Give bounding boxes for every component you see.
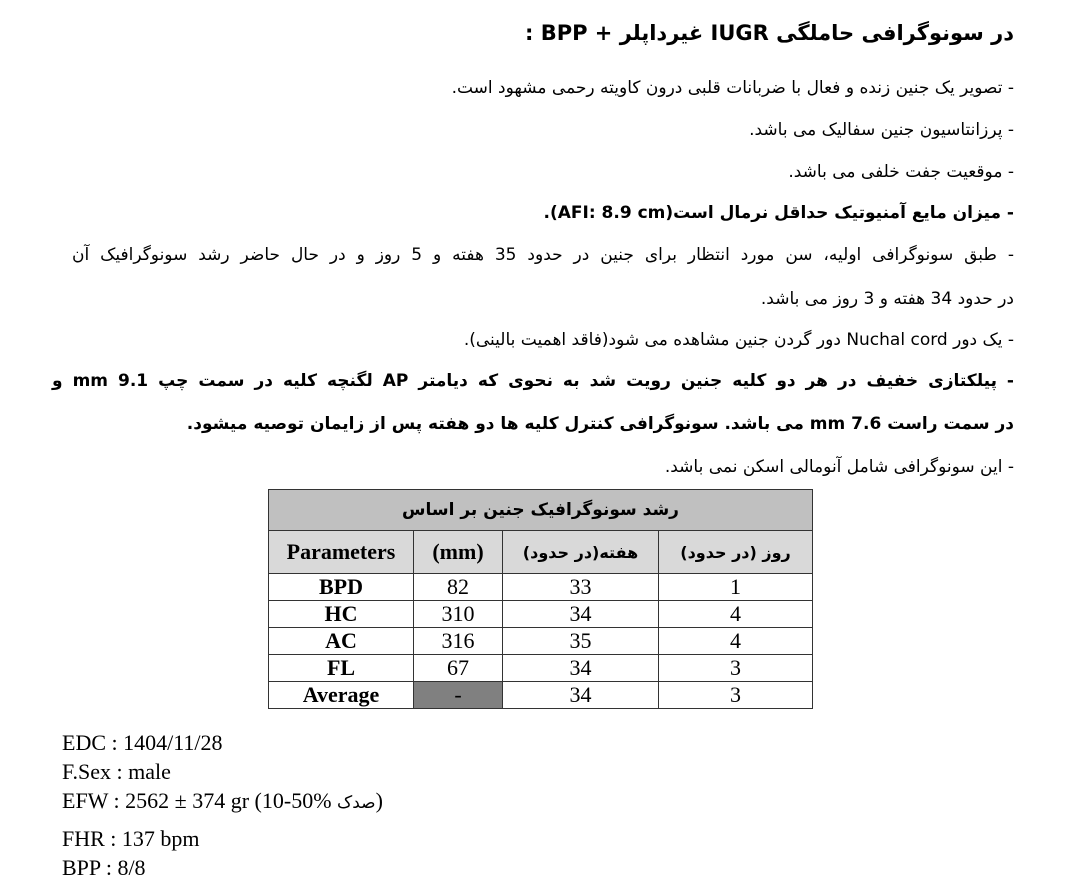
table-row	[269, 628, 813, 655]
fetal-growth-table	[268, 489, 813, 709]
weeks-cell: 34	[503, 601, 659, 628]
days-cell: 4	[659, 601, 813, 628]
mm-cell: 82	[414, 574, 503, 601]
finding-gestational-age-cont: در حدود 34 هفته و 3 روز می باشد.	[760, 289, 1014, 309]
table-row	[269, 574, 813, 601]
header-weeks: هفته(در حدود)	[503, 531, 659, 574]
mm-cell: 316	[414, 628, 503, 655]
bpp-line: BPP : 8/8	[62, 855, 146, 880]
param-cell: BPD	[269, 574, 414, 601]
finding-pyelectasis-cont: در سمت راست 7.6 mm می باشد. سونوگرافی کنترل کلیه ها دو هفته پس از زایمان توصیه میشود.	[186, 414, 1014, 434]
weeks-cell: 33	[503, 574, 659, 601]
efw-percentile-word: صدک	[337, 793, 376, 813]
edc-line: EDC : 1404/11/28	[62, 730, 223, 755]
table-row	[269, 601, 813, 628]
fhr-line: FHR : 137 bpm	[62, 826, 200, 851]
days-cell: 3	[659, 682, 813, 709]
finding-presentation: - پرزانتاسیون جنین سفالیک می باشد.	[749, 120, 1014, 140]
param-cell: HC	[269, 601, 414, 628]
fetal-sex-line: F.Sex : male	[62, 759, 171, 784]
days-cell: 3	[659, 655, 813, 682]
finding-nuchal-cord: - یک دور Nuchal cord دور گردن جنین مشاهده می شود(فاقد اهمیت بالینی).	[463, 330, 1014, 350]
table-row	[269, 655, 813, 682]
param-cell: FL	[269, 655, 414, 682]
efw-line	[62, 786, 383, 818]
mm-cell-shaded: -	[414, 682, 503, 709]
table-row-average	[269, 682, 813, 709]
param-cell: Average	[269, 682, 414, 709]
header-parameters: Parameters	[269, 531, 414, 574]
weeks-cell: 35	[503, 628, 659, 655]
finding-no-anomaly-scan: - این سونوگرافی شامل آنومالی اسکن نمی باشد.	[664, 457, 1014, 477]
finding-pyelectasis: - پیلکتازی خفیف در هر دو کلیه جنین رویت شد به نحوی که دیامتر AP لگنچه کلیه در سمت چپ 9.1 mm و	[52, 371, 1014, 391]
weeks-cell: 34	[503, 682, 659, 709]
mm-cell: 310	[414, 601, 503, 628]
mm-cell: 67	[414, 655, 503, 682]
report-title: در سونوگرافی حاملگی IUGR غیرداپلر + BPP :	[524, 21, 1014, 45]
weeks-cell: 34	[503, 655, 659, 682]
finding-gestational-age: - طبق سونوگرافی اولیه، سن مورد انتظار برای جنین در حدود 35 هفته و 5 روز و در حال حاضر رشد سونوگرافیک آن	[72, 245, 1015, 265]
days-cell: 4	[659, 628, 813, 655]
table-header-row	[269, 531, 813, 574]
efw-close: )	[375, 788, 383, 813]
finding-live-fetus: - تصویر یک جنین زنده و فعال با ضربانات قلبی درون کاویته رحمی مشهود است.	[451, 78, 1014, 98]
days-cell: 1	[659, 574, 813, 601]
finding-placenta: - موقعیت جفت خلفی می باشد.	[788, 162, 1014, 182]
header-days: روز (در حدود)	[659, 531, 813, 574]
summary-block	[62, 728, 383, 882]
efw-value: EFW : 2562 ± 374 gr (10-50%	[62, 788, 338, 813]
param-cell: AC	[269, 628, 414, 655]
header-mm: (mm)	[414, 531, 503, 574]
finding-amniotic-fluid: - میزان مایع آمنیوتیک حداقل نرمال است(AFI: 8.9 cm).	[543, 203, 1014, 223]
table-caption: رشد سونوگرافیک جنین بر اساس	[269, 490, 813, 531]
